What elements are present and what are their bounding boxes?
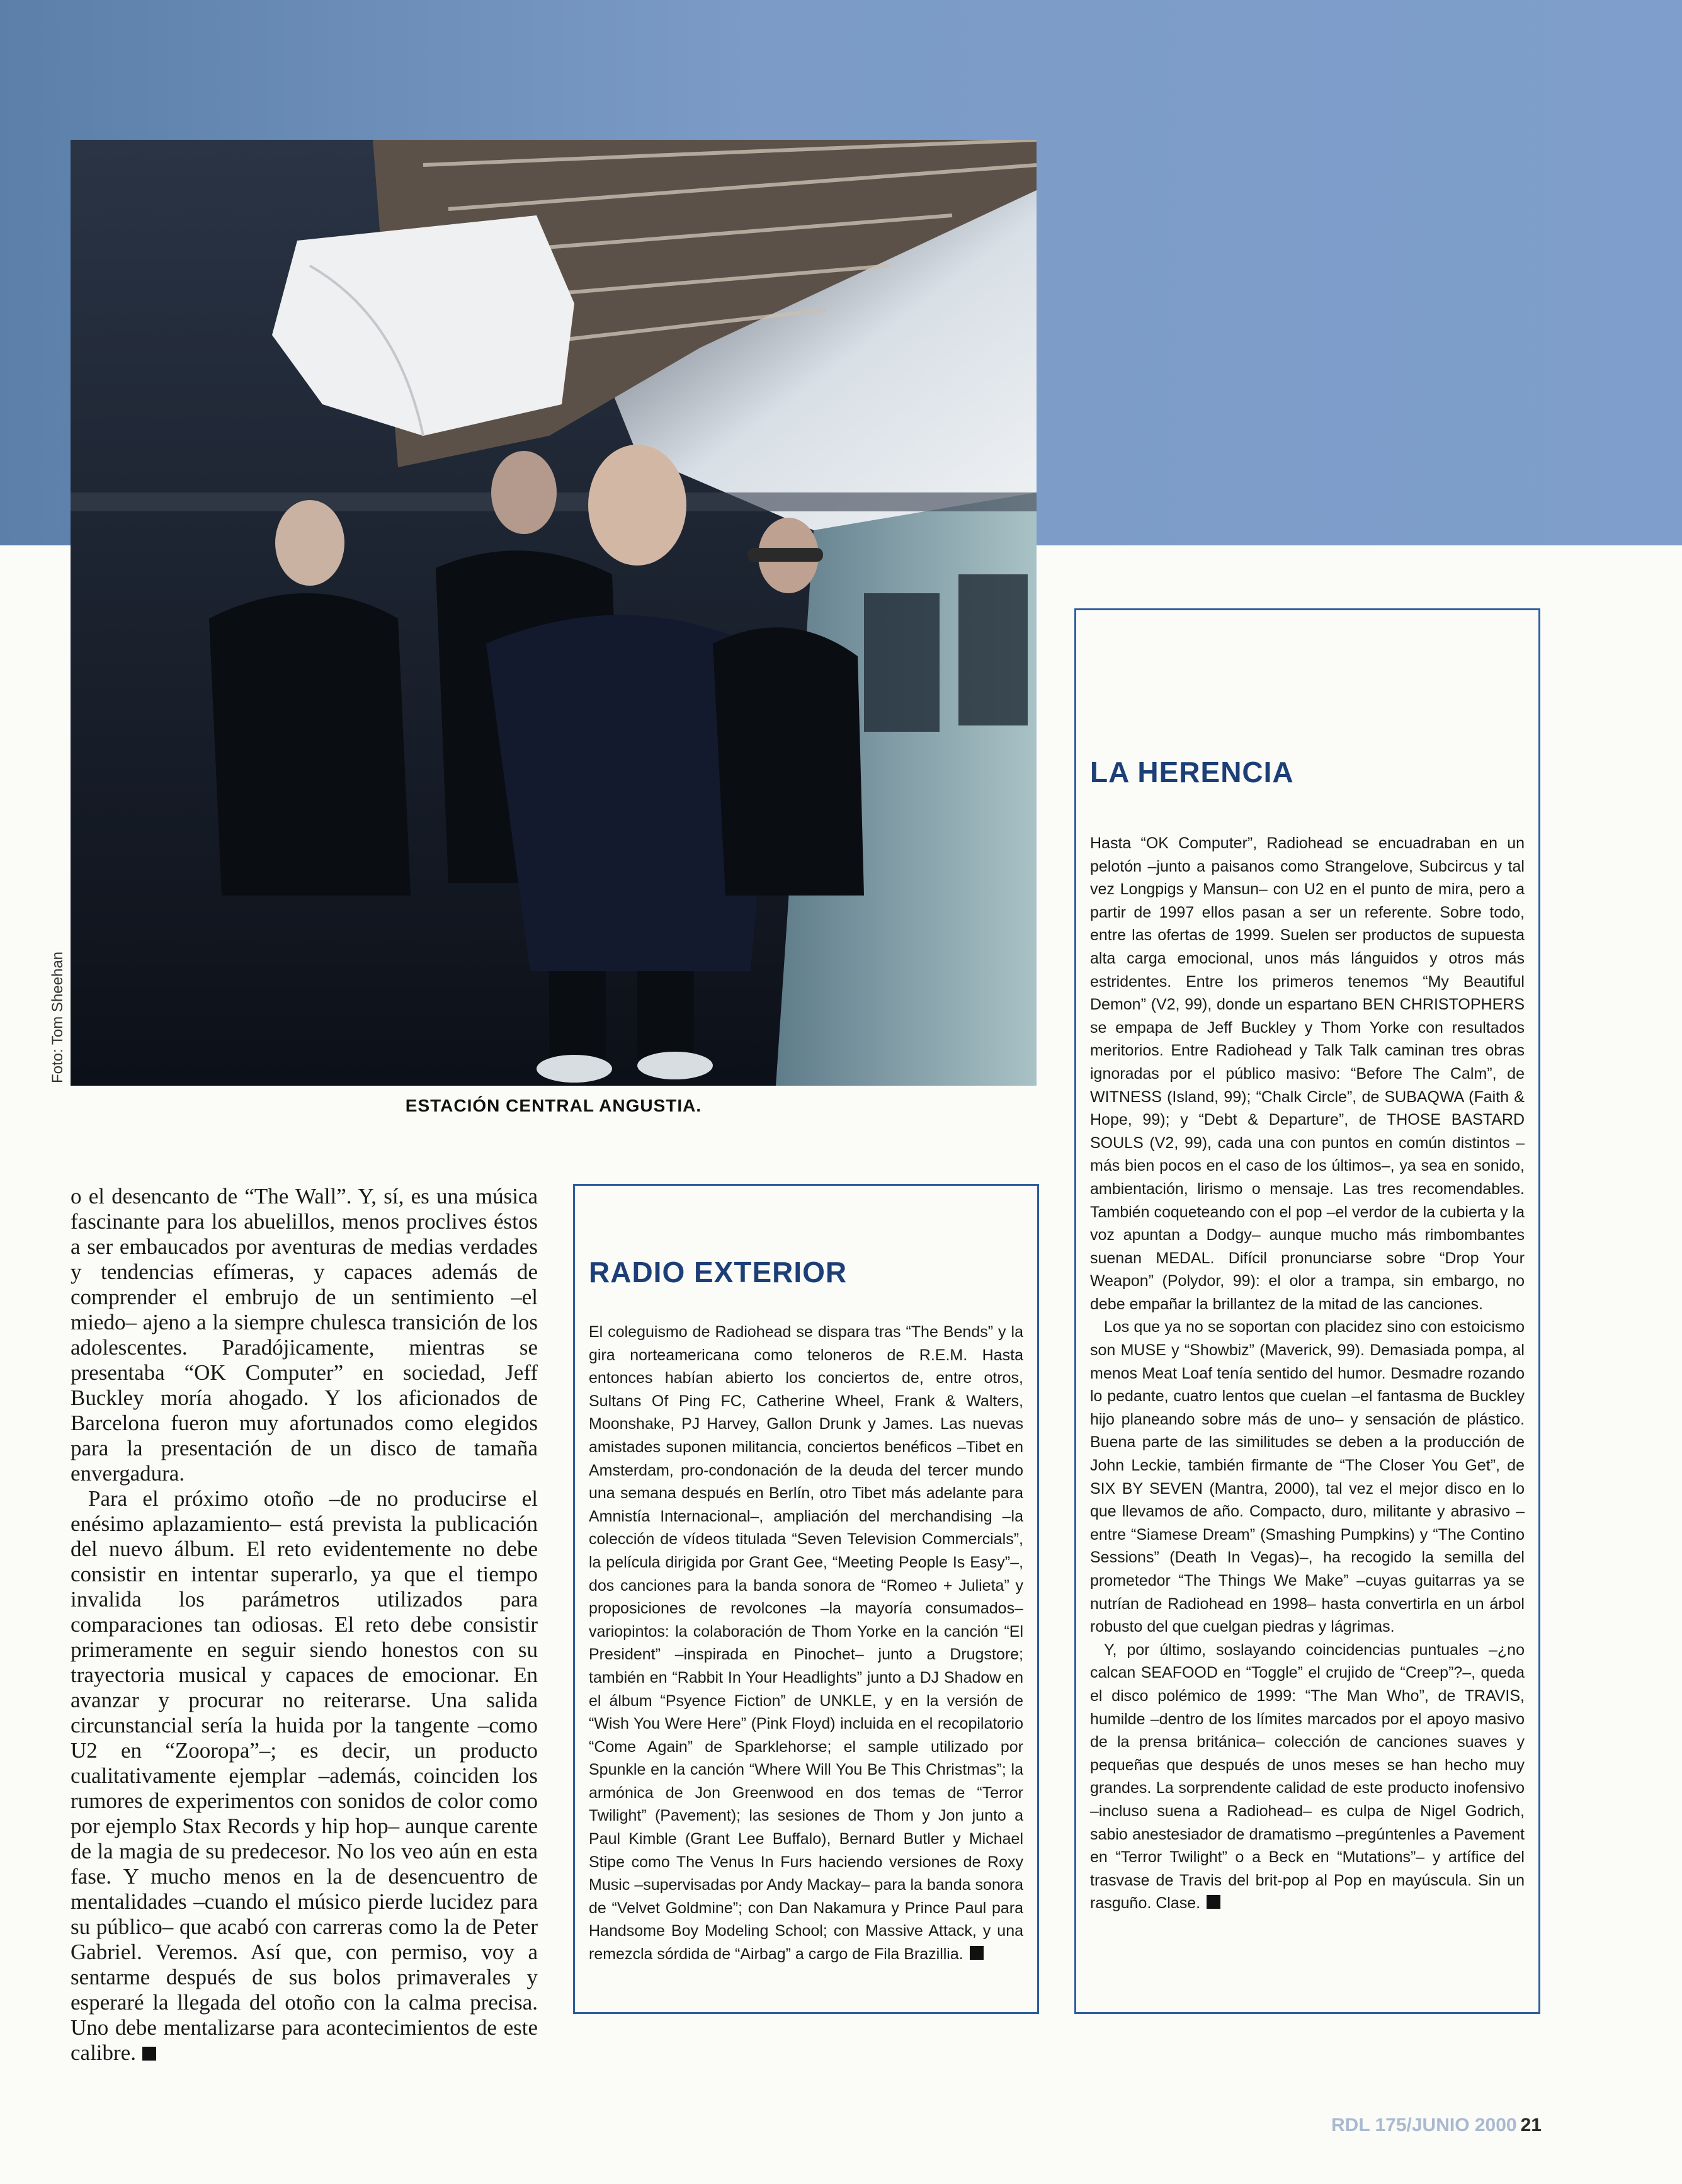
end-mark-icon: [970, 1946, 984, 1960]
end-mark-icon: [142, 2047, 156, 2061]
la-herencia-body: [1090, 832, 1525, 1915]
article-paragraph: [71, 1486, 538, 2066]
article-paragraph-text: Para el próximo otoño –de no producirse el enésimo aplazamiento– está prevista la publicación del nuevo álbum. El reto evidentemente no debe consistir en intentar superarlo, ya que el tiempo invalida los parámetros utilizados para comparaciones tan odiosas. El reto debe consistir primeramente en seguir siendo honestos con su trayectoria musical y capaces de emocionar. En avanzar y procurar no reiterarse. Una salida circunstancial sería la huida por la tangente –como U2 en “Zooropa”–; es decir, un producto cualitativamente ejemplar –además, coinciden los rumores de experimentos con sonidos de color como por ejemplo Stax Records y hip hop– aunque carente de la magia de su predecesor. No los veo aún en esta fase. Y mucho menos en la de desencuentro de mentalidades –cuando el músico pierde lucidez para su público– que acabó con carreras como la de Peter Gabriel. Veremos. Así que, con permiso, voy a sentarme después de sus bolos primaverales y esperaré la llegada del otoño con la calma precisa. Uno debe mentalizarse para acontecimientos de este calibre.: [71, 1486, 538, 2065]
end-mark-icon: [1207, 1895, 1220, 1909]
radio-exterior-body: [589, 1321, 1023, 1966]
radio-exterior-text: El coleguismo de Radiohead se dispara tras “The Bends” y la gira norteamericana como teloneros de R.E.M. Hasta entonces habían abierto los conciertos de, entre otros, Sultans Of Ping FC, Catherine Wheel, Frank & Walters, Moonshake, PJ Harvey, Gallon Drunk y James. Las nuevas amistades suponen militancia, conciertos benéficos –Tibet en Amsterdam, pro-condonación de la deuda del tercer mundo una semana después en Berlín, otro Tibet más adelante para Amnistía Internacional–, ampliación del merchandising –la colección de vídeos titulada “Seven Television Commercials”, la película dirigida por Grant Gee, “Meeting People Is Easy”–, dos canciones para la banda sonora de “Romeo + Julieta” y proposiciones de revolcones –la mayoría consumados– variopintos: la colaboración de Thom Yorke en la canción “El President” –inspirada en Pinochet– junto a Drugstore; también en “Rabbit In Your Headlights” junto a DJ Shadow en el álbum “Psyence Fiction” de UNKLE, y en la versión de “Wish You Were Here” (Pink Floyd) incluida en el recopilatorio “Come Again” de Sparklehorse; el sample utilizado por Spunkle en la canción “Where Will You Be This Christmas”; la armónica de Jon Greenwood en dos temas de “Terror Twilight” (Pavement); las sesiones de Thom y Jon junto a Paul Kimble (Grant Lee Buffalo), Bernard Butler y Michael Stipe como The Venus In Furs haciendo versiones de Roxy Music –supervisadas por Andy Mackay– para la banda sonora de “Velvet Goldmine”; con Dan Nakamura y Prince Paul para Handsome Boy Modeling School; con Massive Attack, y una remezcla sórdida de “Airbag” a cargo de Fila Brazillia.: [589, 1323, 1023, 1964]
page-number: 21: [1520, 2115, 1542, 2136]
la-herencia-title: LA HERENCIA: [1090, 756, 1294, 788]
la-herencia-paragraph: [1090, 1639, 1525, 1915]
la-herencia-paragraph: Hasta “OK Computer”, Radiohead se encuadraban en un pelotón –junto a paisanos como Strangelove, Subcircus y tal vez Longpigs y Mansun– con U2 en el punto de mira, pero a partir de 1997 ellos pasan a ser un referente. Sobre todo, entre las ofertas de 1999. Suelen ser productos de supuesta alta carga emocional, unos más lánguidos y otros más estridentes. Entre los primeros tenemos “My Beautiful Demon” (V2, 99), donde un espartano BEN CHRISTOPHERS se empapa de Jeff Buckley y Thom Yorke con resultados meritorios. Entre Radiohead y Talk Talk caminan tres obras ignoradas por el público masivo: “Before The Calm”, de WITNESS (Island, 99); “Chalk Circle”, de SUBAQWA (Faith & Hope, 99); y “Debt & Departure”, de THOSE BASTARD SOULS (V2, 99), cada una con puntos en común distintos –más bien pocos en el caso de los últimos–, ya sea en sonido, ambientación, lirismo o mensaje. Las tres recomendables. También coqueteando con el pop –el verdor de la cubierta y la voz apuntan a Dodgy– aunque mucho más rimbombantes suenan MEDAL. Difícil pronunciarse sobre “Drop Your Weapon” (Polydor, 99): el olor a trampa, sin embargo, no debe empañar la brillantez de la mitad de las canciones.: [1090, 834, 1525, 1313]
article-paragraph: o el desencanto de “The Wall”. Y, sí, es una música fascinante para los abuelillos, menos proclives éstos a ser embaucados por aventuras de medias verdades y tendencias efímeras, y capaces además de comprender el embrujo de un sentimiento –el miedo– ajeno a la siempre chulesca transición de los adolescentes. Paradójicamente, mientras se presentaba “OK Computer” en sociedad, Jeff Buckley moría ahogado. Y los aficionados de Barcelona fueron muy afortunados como elegidos para la presentación de un disco de tamaña envergadura.: [71, 1184, 538, 1486]
article-column: [71, 1184, 538, 2066]
la-herencia-paragraph-text: Y, por último, soslayando coincidencias puntuales –¿no calcan SEAFOOD en “Toggle” el crujido de “Creep”?–, queda el disco polémico de 1999: “The Man Who”, de TRAVIS, humilde –dentro de los límites marcados por el apoyo masivo de la prensa británica– colección de canciones suaves y pequeñas que después de unos meses se han hecho muy grandes. La sorprendente calidad de este producto inofensivo –incluso suena a Radiohead– es culpa de Nigel Godrich, sabio anestesiador de dramatismo –pregúntenles a Pavement en “Terror Twilight” o a Beck en “Mutations”– y artífice del trasvase de Travis del brit-pop al Pop en mayúscula. Sin un rasguño. Clase.: [1090, 1641, 1525, 1913]
la-herencia-box: [1074, 608, 1540, 2014]
photo-credit: Foto: Tom Sheehan: [49, 951, 66, 1083]
la-herencia-paragraph: Los que ya no se soportan con placidez sino con estoicismo son MUSE y “Showbiz” (Maverick, 99). Demasiada pompa, al menos Meat Loaf tenía sentido del humor. Desmadre rozando lo pedante, cuatro lentos que cuelan –el fantasma de Buckley hijo planeando sobre más de uno– y sensación de plástico. Buena parte de las similitudes se deben a la producción de John Leckie, también firmante de “The Closer You Get”, de SIX BY SEVEN (Mantra, 2000), tal vez el mejor disco en lo que llevamos de año. Compacto, duro, militante y abrasivo –entre “Siamese Dream” (Smashing Pumpkins) y “The Contino Sessions” (Death In Vegas)–, ha recogido la semilla del prometedor “The Things We Make” –cuyas guitarras ya se nutrían de Radiohead en 1998– hasta convertirla en un árbol robusto del que cuelgan piedras y lágrimas.: [1090, 1318, 1525, 1636]
page-footer: [1309, 2115, 1542, 2136]
radio-exterior-box: [573, 1184, 1039, 2014]
photo-caption: ESTACIÓN CENTRAL ANGUSTIA.: [405, 1096, 702, 1115]
magazine-issue: RDL 175/JUNIO 2000: [1331, 2115, 1517, 2136]
radio-exterior-title: RADIO EXTERIOR: [589, 1256, 848, 1288]
band-photo: [71, 140, 1037, 1086]
